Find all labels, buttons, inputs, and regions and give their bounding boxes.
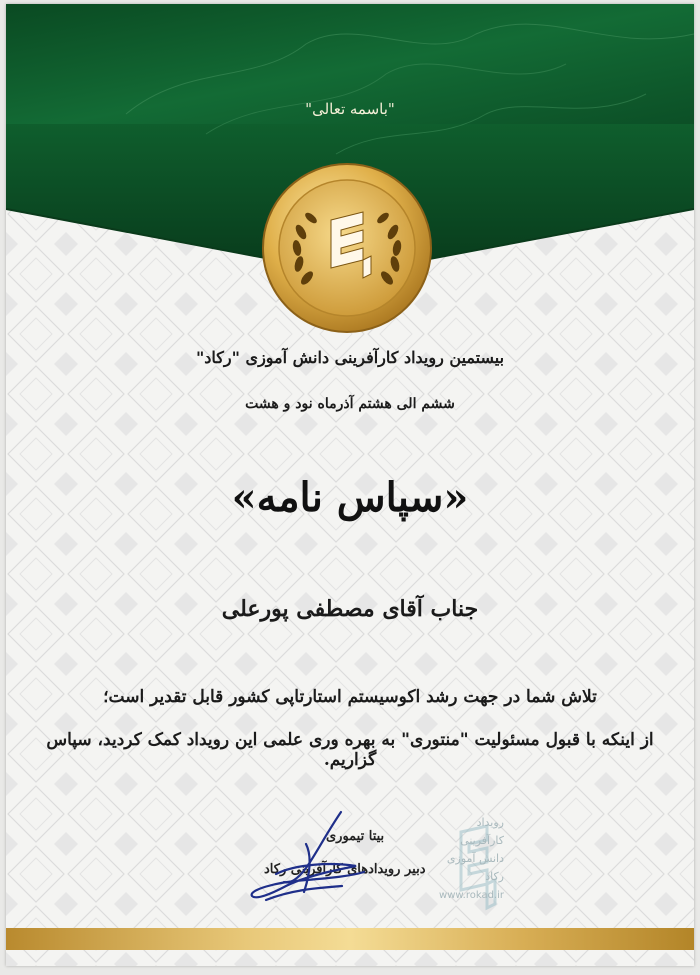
recipient-name: جناب آقای مصطفی پورعلی <box>221 596 479 622</box>
watermark-line-1: رویداد <box>476 816 504 829</box>
watermark-line-3: دانش آموزی <box>446 852 504 865</box>
watermark-line-2: کارآفرینی <box>460 834 504 847</box>
watermark-line-4: رکاد <box>485 870 504 883</box>
signatory-name: بیتا تیموری <box>326 829 385 844</box>
gold-bottom-bar <box>6 928 694 950</box>
body-line-2: از اینکه با قبول مسئولیت "منتوری" به بهره وری علمی این رویداد کمک کردید، سپاس گزاریم. <box>46 730 654 770</box>
event-date: ششم الی هشتم آذرماه نود و هشت <box>245 396 455 412</box>
handwritten-signature <box>246 804 376 914</box>
body-line-1: تلاش شما در جهت رشد اکوسیستم استارتاپی کشور قابل تقدیر است؛ <box>103 687 597 707</box>
certificate-sheet <box>6 4 694 966</box>
signatory-position: دبیر رویدادهای کارآفرینی رکاد <box>264 862 426 877</box>
medal-logo <box>261 162 433 334</box>
watermark-url: www.rokad.ir <box>439 890 504 901</box>
certificate-title: «سپاس نامه» <box>231 474 469 521</box>
invocation-text: "باسمه تعالی" <box>305 100 395 118</box>
event-title: بیستمین رویداد کارآفرینی دانش آموزی "رکاد" <box>195 348 505 367</box>
